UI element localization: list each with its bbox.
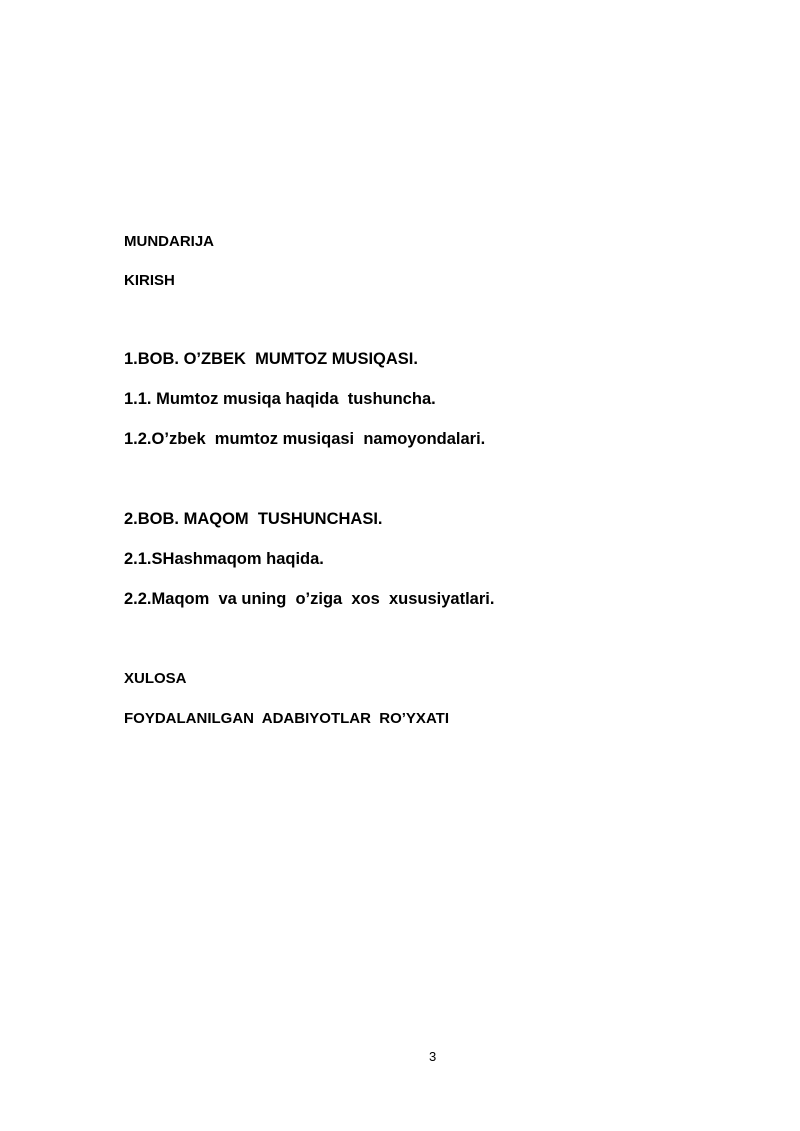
toc-title: MUNDARIJA bbox=[124, 233, 214, 250]
toc-chapter-1-title: 1.BOB. O’ZBEK MUMTOZ MUSIQASI. bbox=[124, 350, 418, 368]
page-number: 3 bbox=[429, 1049, 437, 1064]
toc-item-intro: KIRISH bbox=[124, 272, 175, 289]
toc-section-2-1: 2.1.SHashmaqom haqida. bbox=[124, 550, 324, 568]
toc-item-references: FOYDALANILGAN ADABIYOTLAR RO’YXATI bbox=[124, 710, 449, 727]
toc-chapter-2-title: 2.BOB. MAQOM TUSHUNCHASI. bbox=[124, 510, 383, 528]
toc-item-conclusion: XULOSA bbox=[124, 670, 187, 687]
toc-section-1-1: 1.1. Mumtoz musiqa haqida tushuncha. bbox=[124, 390, 436, 408]
toc-section-2-2: 2.2.Maqom va uning o’ziga xos xususiyatlari. bbox=[124, 590, 495, 608]
toc-section-1-2: 1.2.O’zbek mumtoz musiqasi namoyondalari. bbox=[124, 430, 486, 448]
